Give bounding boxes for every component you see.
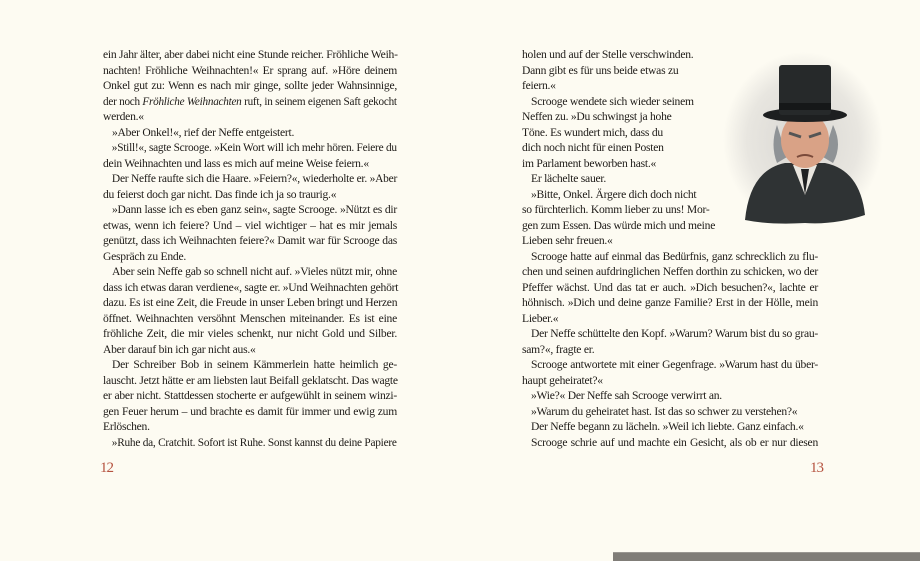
text-span: der noch xyxy=(103,94,143,108)
text-line: Lieber.« xyxy=(522,311,559,325)
text-line: Neffen zu. »Du schwingst ja hohe xyxy=(522,110,672,123)
text-line: gen Feuer herum – und brachte es damit für immer und ewig zum xyxy=(103,404,397,418)
text-line: »Dann lasse ich es eben ganz sein«, sagte Scrooge. »Nützt es dir xyxy=(112,203,397,216)
text-line: dich noch nicht für einen Posten xyxy=(522,141,664,154)
text-line: er aber nicht. Stattdessen stocherte er aufgewühlt in seinem winzi- xyxy=(103,389,397,402)
text-line: nachten! Fröhliche Weihnachten!« Er sprang auf. »Höre deinem xyxy=(103,63,397,77)
text-line: haupt geheiratet?« xyxy=(522,373,603,387)
text-line: »Warum du geheiratet hast. Ist das so schwer zu verstehen?« xyxy=(531,404,798,418)
text-line: Lieben sehr freuen.« xyxy=(522,234,613,247)
text-line: Der Neffe schüttelte den Kopf. »Warum? Warum bist du so grau- xyxy=(531,327,818,340)
italic-phrase: Fröhliche Weihnachten xyxy=(142,94,242,108)
text-line: so fürchterlich. Komm lieber zu uns! Mor- xyxy=(522,203,710,216)
text-line: öffnet. Weihnachten versöhnt Menschen miteinander. Es ist eine xyxy=(103,311,397,325)
text-line: Pfeffer wächst. Und das tat er auch. »Dich besuchen?«, lachte er xyxy=(522,280,818,294)
text-line: du feierst doch gar nicht. Das finde ich ja so traurig.« xyxy=(103,187,337,201)
text-line: sam?«, fragte er. xyxy=(522,342,595,356)
text-line: Der Schreiber Bob in seinem Kämmerlein hatte heimlich ge- xyxy=(112,358,397,371)
text-line: Gespräch zu Ende. xyxy=(103,249,186,263)
text-line: Erlöschen. xyxy=(103,420,150,433)
text-line: Der Neffe raufte sich die Haare. »Feiern?«, wiederholte er. »Aber xyxy=(111,172,398,185)
text-line: dazu. Es ist eine Zeit, die Freude in unser Leben bringt und Herzen xyxy=(103,296,398,309)
text-line: Scrooge hatte auf einmal das Bedürfnis, ganz schrecklich zu flu- xyxy=(531,249,818,263)
page-number-left: 12 xyxy=(100,460,113,476)
text-line: Scrooge wendete sich wieder seinem xyxy=(531,94,694,108)
scrooge-portrait-illustration xyxy=(715,45,885,225)
text-line: genützt, dass ich Weihnachten feiere?« Damit war für Scrooge das xyxy=(103,234,397,247)
text-line: Der Neffe begann zu lächeln. »Weil ich liebte. Ganz einfach.« xyxy=(531,420,804,433)
text-line: chen und seinen aufdringlichen Neffen dorthin zu schicken, wo der xyxy=(522,265,818,278)
text-line: »Still!«, sagte Scrooge. »Kein Wort will ich mehr hören. Feiere du xyxy=(111,141,397,154)
text-line: »Wie?« Der Neffe sah Scrooge verwirrt an. xyxy=(531,389,722,402)
text-line: dass ich etwas daran verdiene«, sagte er. »Und Weihnachten gehört xyxy=(103,280,399,294)
text-line: etwas, wenn ich feiere? Und – viel wichtiger – hat es mir jemals xyxy=(103,218,397,232)
text-line: holen und auf der Stelle verschwinden. xyxy=(522,48,694,61)
text-line: Er lächelte sauer. xyxy=(531,172,607,185)
page-number-right: 13 xyxy=(810,460,823,476)
text-line: höhnisch. »Dich und deine ganze Familie? Erst in der Hölle, mein xyxy=(522,296,818,309)
text-line: fröhliche Zeit, die mir vieles schenkt, nur nicht Gold und Silber. xyxy=(103,327,397,340)
text-line: Onkel gut zu: Wenn es nach mir ginge, sollte jeder Wahnsinnige, xyxy=(103,79,397,92)
text-line: Aber darauf bin ich gar nicht aus.« xyxy=(103,342,256,356)
text-line: Scrooge antwortete mit einer Gegenfrage. »Warum hast du über- xyxy=(531,358,818,371)
text-line: Scrooge schrie auf und machte ein Gesicht, als ob er nur diesen xyxy=(531,435,818,449)
text-line: werden.« xyxy=(103,110,144,123)
text-line: »Ruhe da, Cratchit. Sofort ist Ruhe. Sonst kannst du deine Papiere xyxy=(111,435,397,449)
text-span: ruft, in seinem eigenen Saft gekocht xyxy=(241,94,397,108)
text-line: Töne. Es wundert mich, dass du xyxy=(522,125,663,139)
text-line: »Bitte, Onkel. Ärgere dich doch nicht xyxy=(531,187,697,201)
text-line: dein Weihnachten und lass es mich auf meine Weise feiern.« xyxy=(103,156,369,170)
text-line: im Parlament beworben hast.« xyxy=(522,156,657,170)
text-line: lauscht. Jetzt hätte er am liebsten laut Beifall geklatscht. Das wagte xyxy=(103,373,398,387)
text-line: feiern.« xyxy=(522,79,556,92)
left-page-text xyxy=(103,47,397,450)
text-line: ein Jahr älter, aber dabei nicht eine Stunde reicher. Fröhliche Weih- xyxy=(103,48,398,61)
text-line: Aber sein Neffe gab so schnell nicht auf. »Vieles nützt mir, ohne xyxy=(112,265,397,278)
text-line: »Aber Onkel!«, rief der Neffe entgeistert. xyxy=(112,125,295,139)
text-line xyxy=(103,94,397,110)
text-line: Dann gibt es für uns beide etwas zu xyxy=(522,63,679,77)
text-line: gen zum Essen. Das würde mich und meine xyxy=(522,218,716,232)
